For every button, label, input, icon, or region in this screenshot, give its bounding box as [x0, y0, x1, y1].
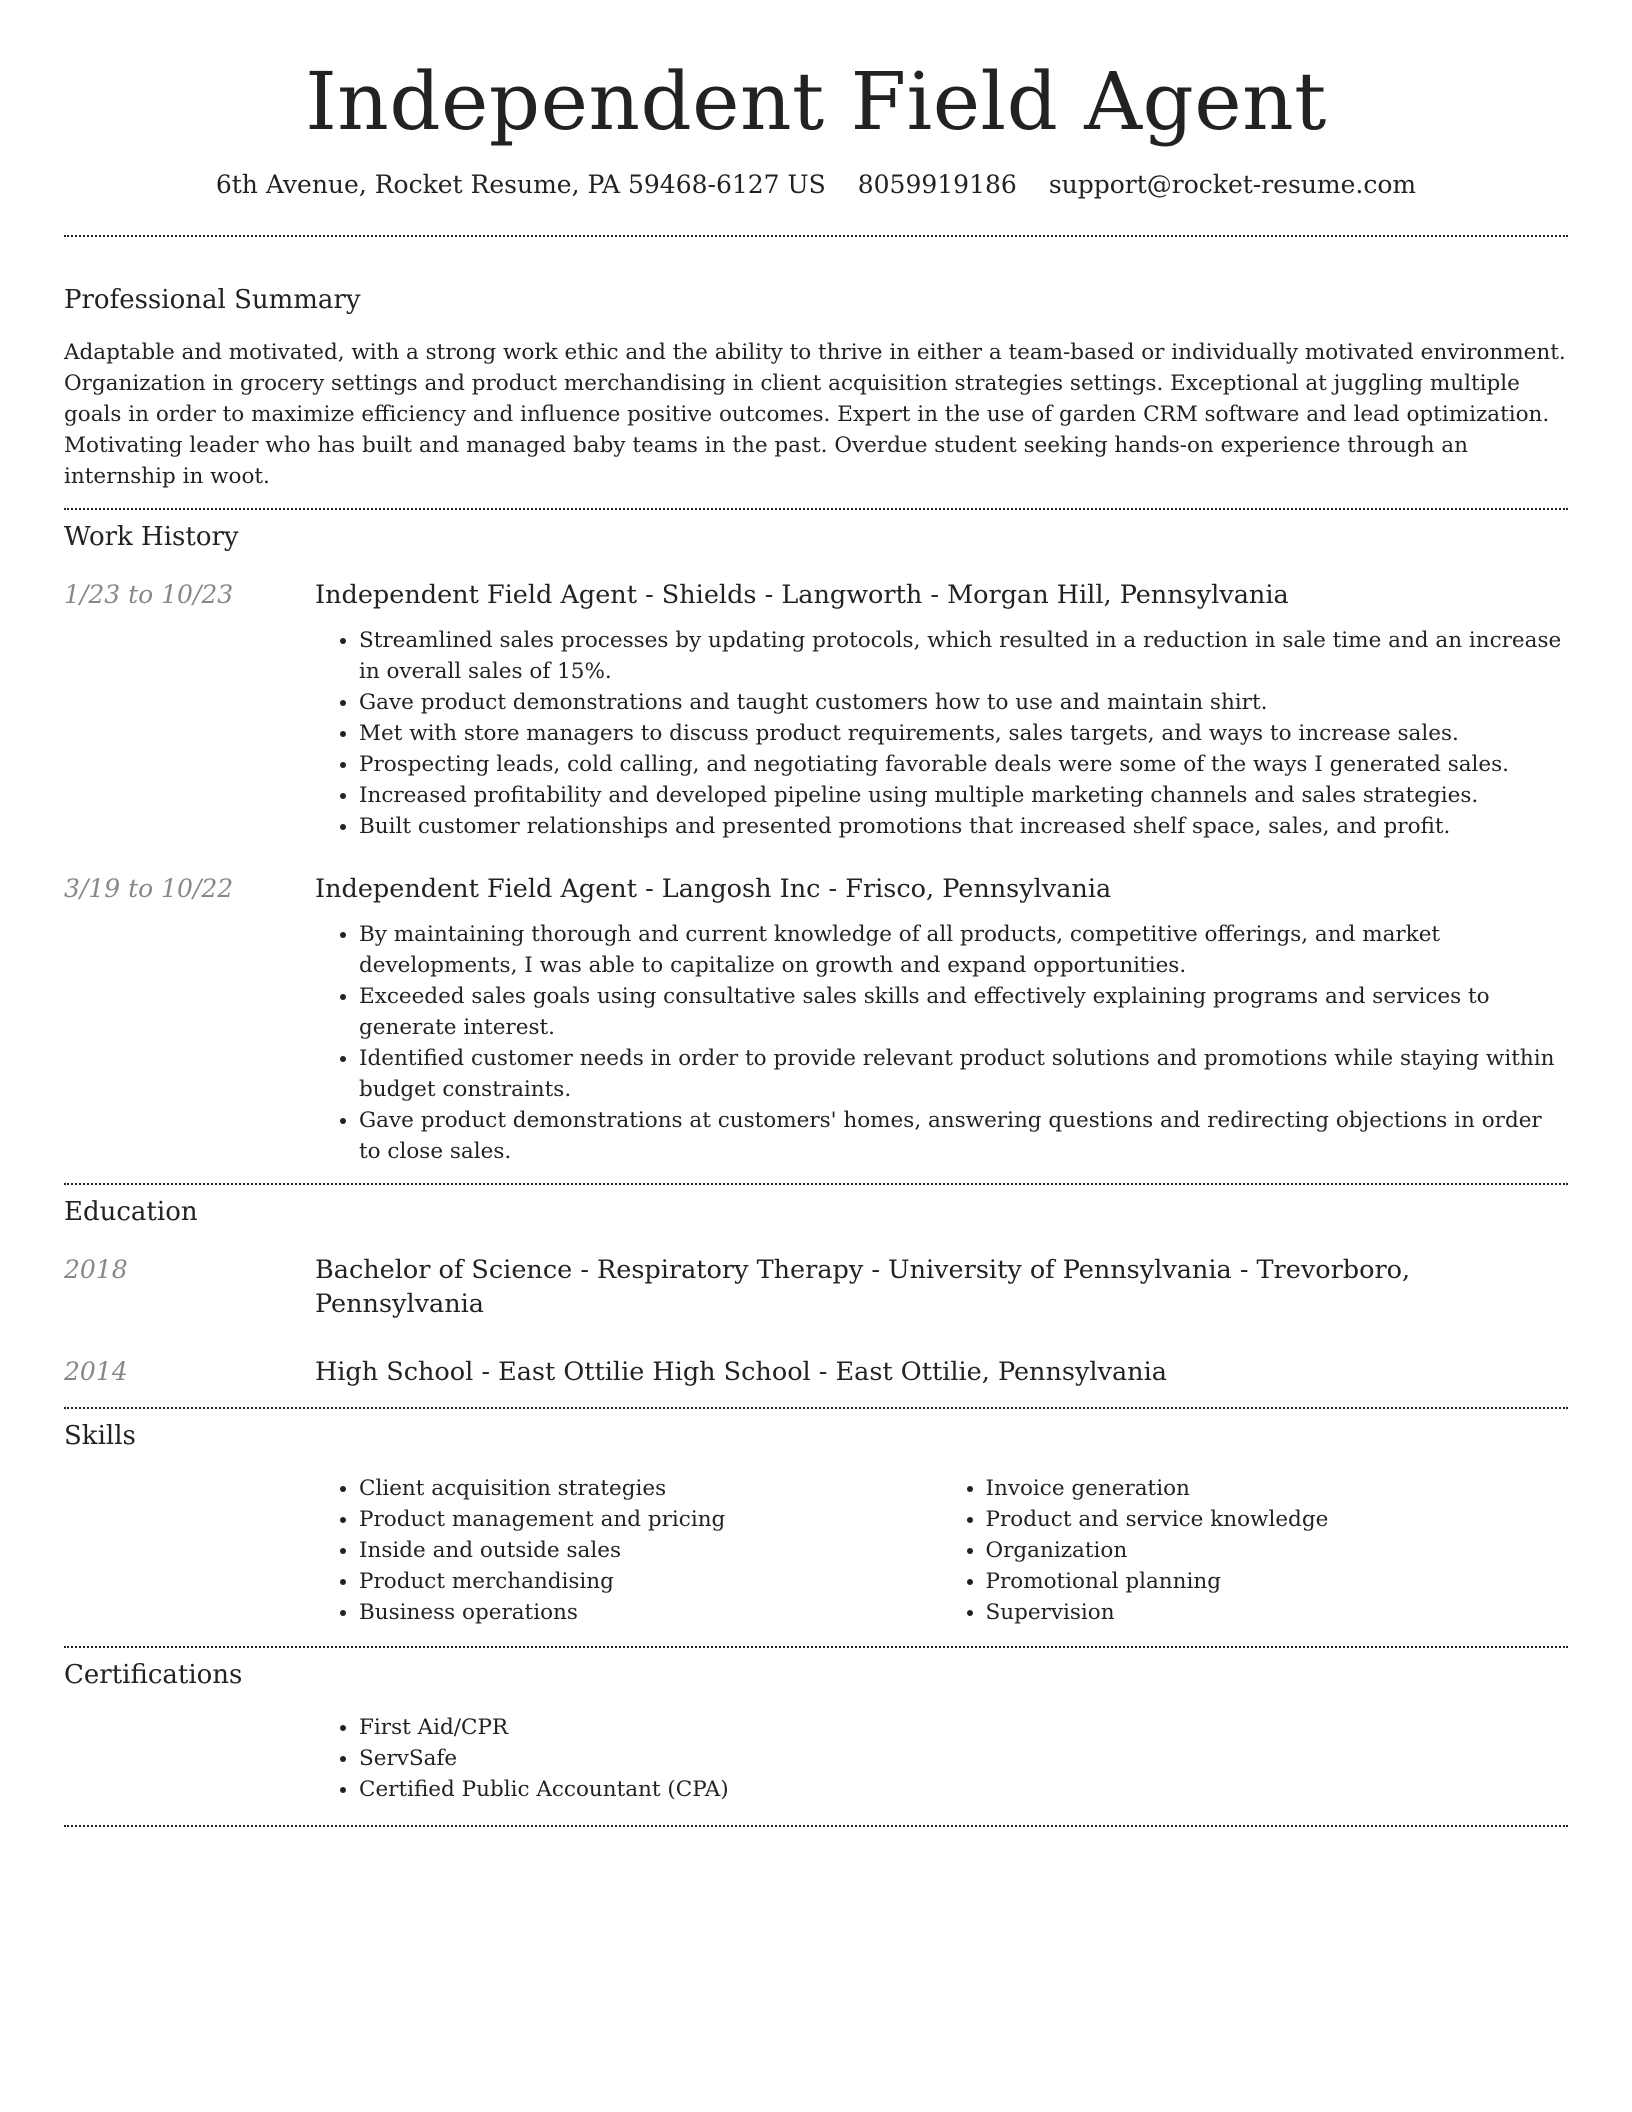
job-bullets [315, 625, 1568, 842]
list-item: • Inside and outside sales [359, 1535, 942, 1566]
skills-list-right [942, 1473, 1569, 1628]
divider [64, 1825, 1568, 1827]
list-item: • Business operations [359, 1597, 942, 1628]
list-item: • Prospecting leads, cold calling, and negotiating favorable deals were some of the ways I generated sales. [359, 749, 1568, 780]
education-entry [64, 1355, 1568, 1389]
job-title: Independent Field Agent - Langosh Inc - Frisco, Pennsylvania [315, 874, 1112, 904]
list-item: • Product management and pricing [359, 1504, 942, 1535]
education-entry [64, 1253, 1568, 1321]
list-item: • Organization [986, 1535, 1569, 1566]
job-body [315, 578, 1568, 842]
list-item: • Product merchandising [359, 1566, 942, 1597]
list-item: • Invoice generation [986, 1473, 1569, 1504]
contact-phone: 8059919186 [857, 170, 1017, 199]
list-item: • By maintaining thorough and current knowledge of all products, competitive offerings, and market developments, I was able to capitalize on growth and expand opportunities. [359, 919, 1568, 981]
list-item: • Gave product demonstrations at customers' homes, answering questions and redirecting objections in order to close sales. [359, 1105, 1568, 1167]
resume-name: Independent Field Agent [305, 55, 1327, 148]
contact-line [64, 170, 1568, 199]
section-title-summary: Professional Summary [64, 285, 361, 315]
section-title-skills: Skills [64, 1421, 136, 1451]
list-item: • Met with store managers to discuss product requirements, sales targets, and ways to increase sales. [359, 718, 1568, 749]
list-item: • Certified Public Accountant (CPA) [359, 1774, 1568, 1805]
list-item: • ServSafe [359, 1743, 1568, 1774]
list-item: • Gave product demonstrations and taught customers how to use and maintain shirt. [359, 687, 1568, 718]
divider [64, 1646, 1568, 1648]
skills-list-left [315, 1473, 942, 1628]
job-dates: 3/19 to 10/22 [64, 874, 234, 903]
list-item: • Client acquisition strategies [359, 1473, 942, 1504]
divider [64, 1183, 1568, 1185]
list-item: • Streamlined sales processes by updating protocols, which resulted in a reduction in sale time and an increase in overall sales of 15%. [359, 625, 1568, 687]
list-item: • Increased profitability and developed pipeline using multiple marketing channels and sales strategies. [359, 780, 1568, 811]
education-year: 2018 [64, 1255, 128, 1284]
list-item: • Identified customer needs in order to provide relevant product solutions and promotions while staying within budget constraints. [359, 1043, 1568, 1105]
list-item: • Product and service knowledge [986, 1504, 1569, 1535]
divider [64, 508, 1568, 510]
list-item: • Supervision [986, 1597, 1569, 1628]
skills-grid [315, 1473, 1568, 1628]
education-detail: Bachelor of Science - Respiratory Therapy - University of Pennsylvania - Trevorboro, Pennsylvania [315, 1255, 1411, 1319]
job-bullets [315, 919, 1568, 1167]
section-title-certifications: Certifications [64, 1660, 243, 1690]
job-title: Independent Field Agent - Shields - Langworth - Morgan Hill, Pennsylvania [315, 580, 1289, 610]
list-item: • First Aid/CPR [359, 1712, 1568, 1743]
education-year: 2014 [64, 1357, 128, 1386]
job-entry [64, 578, 1568, 842]
list-item: • Exceeded sales goals using consultative sales skills and effectively explaining programs and services to generate interest. [359, 981, 1568, 1043]
certifications-list [315, 1712, 1568, 1805]
job-body [315, 872, 1568, 1167]
section-title-work-history: Work History [64, 522, 239, 552]
summary-text: Adaptable and motivated, with a strong work ethic and the ability to thrive in either a team-based or individually motivated environment. Organization in grocery settings and product merchandising in client acquisition strategies settings. Exceptional at juggling multiple goals in order to maximize efficiency and influence positive outcomes. Expert in the use of garden CRM software and lead optimization. Motivating leader who has built and managed baby teams in the past. Overdue student seeking hands-on experience through an internship in woot. [64, 340, 1566, 489]
job-dates: 1/23 to 10/23 [64, 580, 234, 609]
contact-email: support@rocket-resume.com [1048, 170, 1417, 199]
job-entry [64, 872, 1568, 1167]
contact-address: 6th Avenue, Rocket Resume, PA 59468-6127 US [215, 170, 826, 199]
divider [64, 1407, 1568, 1409]
list-item: • Promotional planning [986, 1566, 1569, 1597]
list-item: • Built customer relationships and presented promotions that increased shelf space, sales, and profit. [359, 811, 1568, 842]
education-detail: High School - East Ottilie High School - East Ottilie, Pennsylvania [315, 1357, 1167, 1387]
divider [64, 235, 1568, 237]
section-title-education: Education [64, 1197, 198, 1227]
